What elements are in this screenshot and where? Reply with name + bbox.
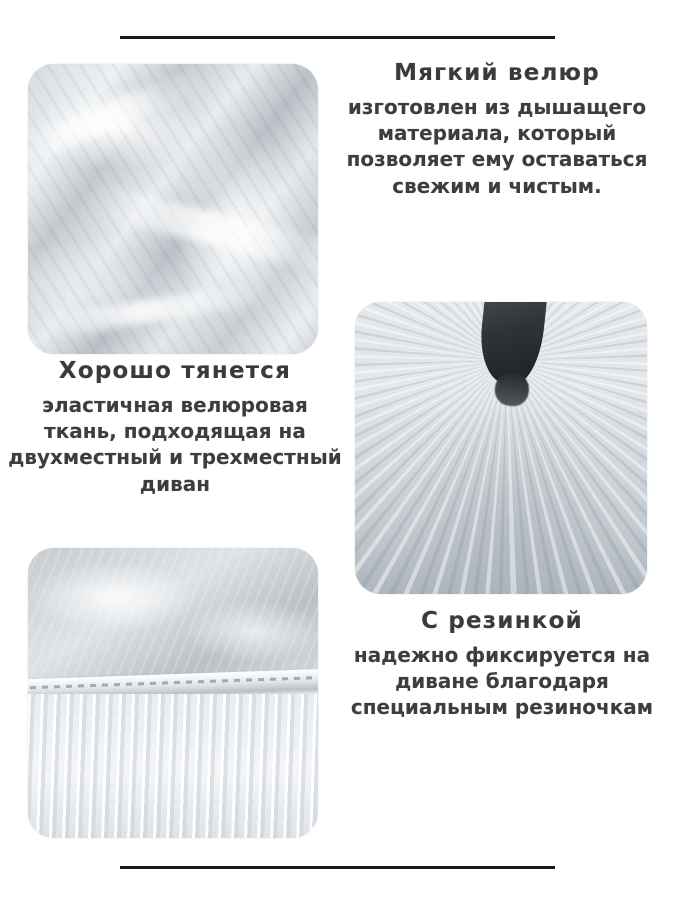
block-title: Мягкий велюр: [394, 60, 600, 86]
text-block-stretches-well: [8, 358, 342, 497]
photo-with-elastic: [28, 548, 318, 838]
bottom-divider-rule: [120, 866, 555, 869]
block-title: С резинкой: [421, 608, 583, 634]
elastic-gathers: [28, 694, 318, 838]
photo-soft-velour-image: [28, 64, 318, 354]
block-body: изготовлен из дышащего материала, который позволяет ему оставаться свежим и чистым.: [346, 94, 648, 198]
photo-with-elastic-image: [28, 548, 318, 838]
photo-stretches-well-image: [355, 302, 647, 594]
block-body: эластичная велюровая ткань, подходящая на двухместный и трехместный диван: [8, 392, 342, 496]
photo-stretches-well: [355, 302, 647, 594]
text-block-with-elastic: [348, 608, 656, 721]
block-title: Хорошо тянется: [58, 358, 292, 384]
photo-soft-velour: [28, 64, 318, 354]
block-body: надежно фиксируется на диване благодаря специальным резиночкам: [350, 642, 654, 720]
top-divider-rule: [120, 36, 555, 39]
velvet-surface: [28, 548, 318, 688]
text-block-soft-velour: [336, 60, 658, 199]
